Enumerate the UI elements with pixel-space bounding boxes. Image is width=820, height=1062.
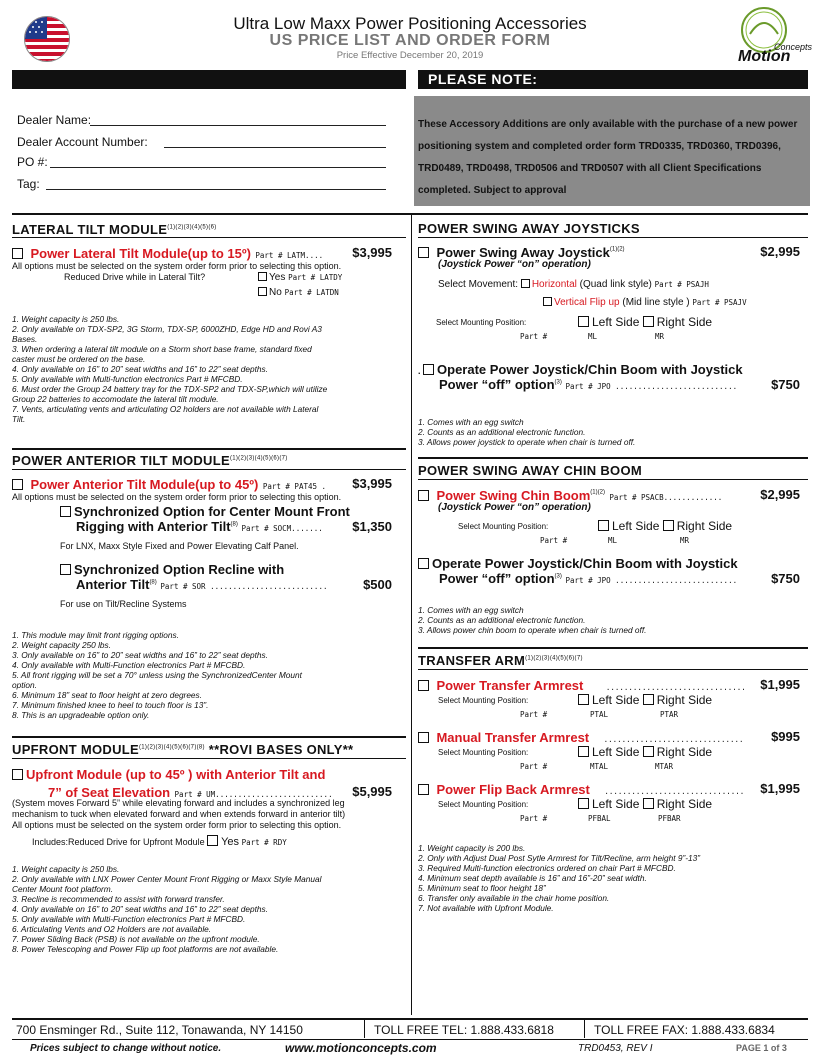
please-note-label: PLEASE NOTE:: [418, 70, 808, 89]
sync-center-mount-item: Synchronized Option for Center Mount Front Rigging with Anterior Tilt$^{(8)}$ Part # SOCM....... $1,350: [60, 504, 406, 534]
joystick-mount-label: Select Mounting Position:: [436, 318, 527, 327]
joystick-checkbox[interactable]: [418, 247, 429, 258]
transfer-mount-options: Left Side Right Side: [578, 745, 712, 759]
sync-recline-checkbox[interactable]: [60, 564, 71, 575]
power-transfer-checkbox[interactable]: [418, 680, 429, 691]
chinboom-mount-label: Select Mounting Position:: [458, 522, 549, 531]
lateral-tilt-heading: LATERAL TILT $MODULE^{(1)(2)(3)(4)(5)(6)}$: [12, 222, 217, 237]
anterior-tilt-heading: POWER ANTERIOR TILT $MODULE^{(1)(2)(3)(4)(5)(6)(7)}$: [12, 453, 288, 468]
divider: [418, 647, 808, 649]
power-transfer-right-checkbox[interactable]: [643, 694, 654, 705]
upfront-includes: Includes:Reduced Drive for Upfront Module Yes Part # RDY: [32, 836, 287, 848]
lateral-yes-option[interactable]: Yes Part # LATDY: [258, 272, 342, 283]
divider: [12, 448, 406, 450]
price-effective: Price Effective December 20, 2019: [336, 50, 484, 61]
joystick-left-checkbox[interactable]: [578, 316, 589, 327]
transfer-item-flipback: Power Flip Back Armrest ............................... $1,995: [418, 781, 808, 799]
transfer-part-label: Part #: [520, 814, 548, 823]
transfer-mount-label: Select Mounting Position:: [438, 800, 529, 809]
divider: [12, 237, 406, 238]
transfer-part-label: Part #: [520, 762, 548, 771]
transfer-part-left: PTAL: [590, 710, 609, 719]
footer-divider: [584, 1020, 585, 1038]
vertical-checkbox[interactable]: [543, 297, 552, 306]
chinboom-part-label: Part #: [540, 536, 568, 545]
manual-transfer-right-checkbox[interactable]: [643, 746, 654, 757]
tag-field[interactable]: [46, 189, 386, 190]
sync-recline-item: Synchronized Option Recline with Anterior Tilt$^{(8)}$ Part # SOR .......................... $500: [60, 562, 406, 592]
dealer-account-field[interactable]: [164, 147, 386, 148]
transfer-item-manual: Manual Transfer Armrest ............................... $995: [418, 729, 808, 747]
upfront-checkbox[interactable]: [12, 769, 23, 780]
transfer-part-right: PTAR: [660, 710, 679, 719]
footer-page-number: PAGE 1 of 3: [736, 1043, 787, 1053]
footer-address: 700 Ensminger Rd., Suite 112, Tonawanda, NY 14150: [16, 1023, 303, 1037]
anterior-tilt-note: All options must be selected on the system order form prior to selecting this option.: [12, 492, 342, 502]
flip-back-checkbox[interactable]: [418, 784, 429, 795]
transfer-part-left: MTAL: [590, 762, 609, 771]
joystick-right-checkbox[interactable]: [643, 316, 654, 327]
sync-center-mount-checkbox[interactable]: [60, 506, 71, 517]
upfront-heading: UPFRONT $MODULE^{(1)(2)(3)(4)(5)(6)(7)(8)}$ **ROVI BASES ONLY**: [12, 742, 354, 757]
joystick-heading: POWER SWING AWAY JOYSTICKS: [418, 221, 640, 236]
upfront-notes: 1. Weight capacity is 250 lbs. 2. Only available with LNX Power Center Mount Front Rigging or Maxx Style Manual Center Mount foot platform. 3. Recline is recommended to assist with forward transfer. 4. Only available on 16” to 20” seat widths and 16” to 22” seat depths. 5. Only available with Multi-Function electronics Part # MFCBD. 6. Articulating Vents and O2 Holders are not available. 7. Power Sliding Back (PSB) is not available on the upfront module. 8. Power Telescoping and Power Flip up foot platforms are not available.: [12, 864, 322, 954]
anterior-notes: 1. This module may limit front rigging options. 2. Weight capacity 250 lbs. 3. Only available on 16” to 20” seat widths and 16” to 22” seat depths. 4. Only available with Multi-Function electronics Part # MFCBD. 5. All front rigging will be set a 70° unless using the SynchronizedCenter Mount option. 6. Minimum 18” seat to floor height at zero degrees. 7. Minimum finished knee to heel to touch floor is 13”. 8. This is an upgradeable option only.: [12, 630, 302, 720]
dealer-name-label: Dealer Name:: [17, 113, 92, 127]
transfer-item-power: Power Transfer Armrest ............................... $1,995: [418, 677, 808, 695]
chinboom-subtitle: (Joystick Power “on” operation): [438, 502, 591, 513]
divider: [418, 669, 808, 670]
divider: [12, 758, 406, 759]
header-bar-left: [12, 70, 406, 89]
joystick-vertical-option: Vertical Flip up (Mid line style ) Part # PSAJV: [543, 297, 747, 308]
po-field[interactable]: [50, 167, 386, 168]
chinboom-operate-item: Operate Power Joystick/Chin Boom with Joystick Power “off” option$^{(3)}$ Part # JPO ........................... $750: [418, 556, 808, 586]
lateral-tilt-checkbox[interactable]: [12, 248, 23, 259]
flip-back-right-checkbox[interactable]: [643, 798, 654, 809]
tag-label: Tag:: [17, 177, 40, 191]
chinboom-part-ml: ML: [608, 536, 618, 545]
divider: [12, 1018, 808, 1020]
joystick-item: Power Swing Away Joystick$^{(1)(2)}$ $2,995: [418, 244, 808, 262]
divider: [12, 736, 406, 738]
divider: [12, 1039, 808, 1040]
chinboom-right-checkbox[interactable]: [663, 520, 674, 531]
footer-tel: TOLL FREE TEL: 1.888.433.6818: [374, 1023, 554, 1037]
footer-doc-number: TRD0453, REV I: [578, 1043, 653, 1054]
logo-text-bottom: Motion: [738, 48, 791, 65]
joystick-part-label: Part #: [520, 332, 548, 341]
upfront-description: (System moves Forward 5” while elevating forward and includes a synchronized leg mechanism to tuck when elevated forward and when extends forward in anterior tilt) All options must be selected on the system order form prior to selecting this option.: [12, 798, 346, 830]
po-label: PO #:: [17, 155, 48, 169]
chinboom-operate-checkbox[interactable]: [418, 558, 429, 569]
transfer-part-right: MTAR: [655, 762, 674, 771]
joystick-notes: 1. Comes with an egg switch 2. Counts as an additional electronic function. 3. Allows power joystick to operate when chair is turned off.: [418, 417, 636, 447]
transfer-arm-heading: TRANSFER $ARM^{(1)(2)(3)(4)(5)(6)(7)}$: [418, 653, 583, 668]
joystick-operate-checkbox[interactable]: [423, 364, 434, 375]
sync-center-mount-note: For LNX, Maxx Style Fixed and Power Elevating Calf Panel.: [60, 541, 299, 551]
manual-transfer-left-checkbox[interactable]: [578, 746, 589, 757]
horizontal-checkbox[interactable]: [521, 279, 530, 288]
chinboom-heading: POWER SWING AWAY CHIN BOOM: [418, 463, 643, 478]
upfront-item: Upfront Module (up to 45º ) with Anterior Tilt and 7” of Seat Elevation Part # UM.......................... $5,995: [12, 766, 406, 802]
lateral-no-option[interactable]: No Part # LATDN: [258, 287, 339, 298]
divider: [418, 479, 808, 480]
joystick-mount-options: Left Side Right Side: [578, 315, 712, 329]
footer-disclaimer: Prices subject to change without notice.: [30, 1043, 222, 1054]
column-divider: [411, 215, 412, 1015]
lateral-tilt-note: All options must be selected on the system order form prior to selecting this option.: [12, 261, 342, 271]
chinboom-part-mr: MR: [680, 536, 690, 545]
chinboom-checkbox[interactable]: [418, 490, 429, 501]
footer-fax: TOLL FREE FAX: 1.888.433.6834: [594, 1023, 775, 1037]
sync-recline-note: For use on Tilt/Recline Systems: [60, 599, 187, 609]
transfer-part-label: Part #: [520, 710, 548, 719]
logo-text-top: Concepts: [774, 42, 813, 52]
anterior-tilt-item: Power Anterior Tilt Module(up to 45º) Part # PAT45 . $3,995: [12, 476, 406, 494]
joystick-select-movement: Select Movement: Horizontal (Quad link style) Part # PSAJH: [438, 279, 709, 290]
page-title: Ultra Low Maxx Power Positioning Accessories: [233, 14, 587, 33]
joystick-part-ml: ML: [588, 332, 598, 341]
power-transfer-left-checkbox[interactable]: [578, 694, 589, 705]
chinboom-mount-options: Left Side Right Side: [598, 519, 732, 533]
flip-back-left-checkbox[interactable]: [578, 798, 589, 809]
motion-concepts-logo: [738, 4, 818, 66]
transfer-mount-label: Select Mounting Position:: [438, 748, 529, 757]
footer-divider: [364, 1020, 365, 1038]
chinboom-item: Power Swing Chin Boom$^{(1)(2)}$ Part # PSACB............. $2,995: [418, 487, 808, 505]
lateral-reduced-label: Reduced Drive while in Lateral Tilt?: [64, 272, 206, 282]
joystick-subtitle: (Joystick Power “on” operation): [438, 259, 591, 270]
joystick-part-mr: MR: [655, 332, 665, 341]
divider: [418, 237, 808, 238]
divider: [12, 213, 808, 215]
transfer-part-left: PFBAL: [588, 814, 611, 823]
dealer-name-field[interactable]: [90, 125, 386, 126]
manual-transfer-checkbox[interactable]: [418, 732, 429, 743]
lateral-tilt-item: Power Lateral Tilt Module(up to 15º) Part # LATM.... $3,995: [12, 245, 406, 263]
lateral-notes: 1. Weight capacity is 250 lbs. 2. Only available on TDX-SP2, 3G Storm, TDX-SP, 6000ZHD, Edge HD and Rovi A3 Bases. 3. When ordering a lateral tilt module on a Storm short base frame, standard fixed caster must be ordered on the base. 4. Only available on 16” to 20” seat widths and 16” to 22” seat depths. 5. Only available with Multi-function electronics Part # MFCBD. 6. Must order the Group 24 battery tray for the TDX-SP2 and TDX-SP,which will utilize Group 22 batteries to accomodate the lateral tilt module. 7. Vents, articulating vents and articulating O2 holders are not available with Lateral Tilt.: [12, 314, 328, 424]
chinboom-left-checkbox[interactable]: [598, 520, 609, 531]
divider: [418, 457, 808, 459]
dealer-account-label: Dealer Account Number:: [17, 135, 148, 149]
chinboom-notes: 1. Comes with an egg switch 2. Counts as an additional electronic function. 3. Allows power chin boom to operate when chair is turned off.: [418, 605, 647, 635]
transfer-part-right: PFBAR: [658, 814, 681, 823]
divider: [12, 469, 406, 470]
transfer-notes: 1. Weight capacity is 200 lbs. 2. Only with Adjust Dual Post Sytle Armrest for Tilt/Recline, arm height 9”-13” 3. Required Multi-function electronics ordered on chair Part # MFCBD. 4. Minimum seat depth available is 16” and 16”-20” seat width. 5. Minimum seat to floor height 18” 6. Transfer only available in the chair home position. 7. Not available with Upfront Module.: [418, 843, 700, 913]
note-box: These Accessory Additions are only available with the purchase of a new power positioning system and completed order form TRD0335, TRD0360, TRD0396, TRD0489, TRD0498, TRD0506 and TRD0507 with all Client Specifications completed. Subject to approval: [414, 96, 810, 206]
transfer-mount-options: Left Side Right Side: [578, 797, 712, 811]
joystick-operate-item: . Operate Power Joystick/Chin Boom with Joystick Power “off” option$^{(3)}$ Part # JPO ........................... $750: [418, 362, 800, 392]
page-subtitle: US PRICE LIST AND ORDER FORM: [269, 32, 551, 49]
footer-website[interactable]: www.motionconcepts.com: [285, 1041, 437, 1055]
anterior-tilt-checkbox[interactable]: [12, 479, 23, 490]
transfer-mount-options: Left Side Right Side: [578, 693, 712, 707]
upfront-yes-checkbox[interactable]: [207, 835, 218, 846]
transfer-mount-label: Select Mounting Position:: [438, 696, 529, 705]
